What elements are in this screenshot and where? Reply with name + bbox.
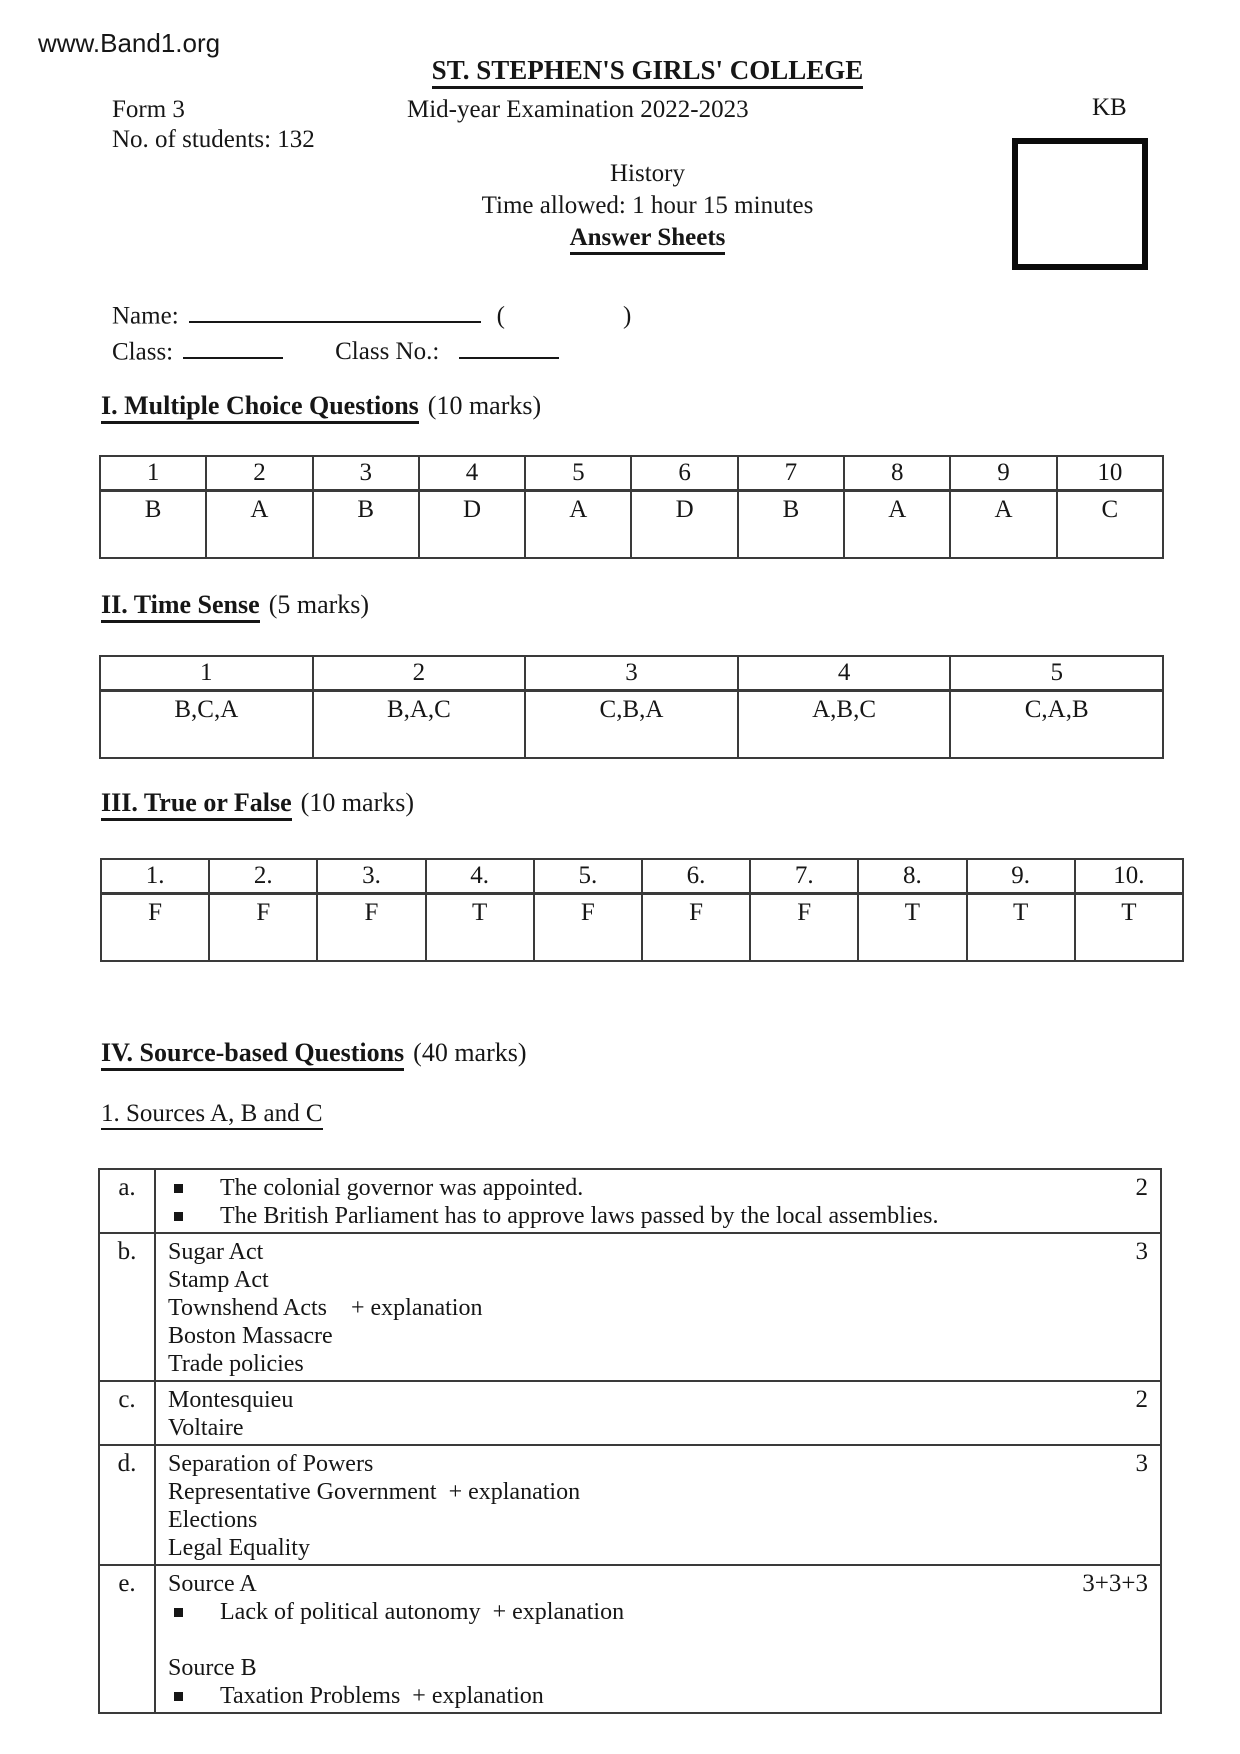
mc-answer-table xyxy=(99,455,1164,559)
true-false-header-cell: 3. xyxy=(317,859,425,894)
section-mc-heading xyxy=(101,391,541,421)
answer-line: Trade policies xyxy=(168,1351,304,1377)
exam-title: Mid-year Examination 2022-2023 xyxy=(407,96,749,123)
answer-line xyxy=(168,1682,1148,1710)
paper-code: KB xyxy=(1092,94,1127,121)
true-false-answer-cell: T xyxy=(426,894,534,962)
true-false-header-cell: 2. xyxy=(209,859,317,894)
true-false-header-cell: 6. xyxy=(642,859,750,894)
table-row xyxy=(99,1233,1161,1381)
row-label: d. xyxy=(99,1445,155,1565)
table-row xyxy=(99,1169,1161,1233)
time-sense-answer-cell: B,A,C xyxy=(313,691,526,759)
mc-answer-cell: C xyxy=(1057,491,1163,559)
time-sense-header-cell: 2 xyxy=(313,656,526,691)
answer-line: Stamp Act xyxy=(168,1267,269,1293)
mc-answer-cell: A xyxy=(950,491,1056,559)
mc-header-cell: 8 xyxy=(844,456,950,491)
mc-answer-cell: A xyxy=(844,491,950,559)
section-time-sense-title: II. Time Sense xyxy=(101,590,260,623)
mc-answer-cell: A xyxy=(525,491,631,559)
answer-text: The colonial governor was appointed. xyxy=(220,1175,584,1201)
answer-text: Lack of political autonomy + explanation xyxy=(220,1599,625,1625)
answer-line: Townshend Acts + explanation xyxy=(168,1295,483,1321)
student-count: No. of students: 132 xyxy=(112,126,315,153)
true-false-answer-cell: F xyxy=(317,894,425,962)
row-label: c. xyxy=(99,1381,155,1445)
mc-answer-cell: D xyxy=(419,491,525,559)
row-content xyxy=(155,1565,1161,1713)
true-false-answer-cell: F xyxy=(209,894,317,962)
class-no-label: Class No.: xyxy=(335,338,440,366)
section-true-false-heading xyxy=(101,788,414,818)
section-source-marks: (40 marks) xyxy=(413,1038,527,1067)
marks-value: 2 xyxy=(1135,1386,1148,1413)
table-row xyxy=(99,1565,1161,1713)
answer-text: The British Parliament has to approve laws passed by the local assemblies. xyxy=(220,1203,939,1229)
mc-header-cell: 4 xyxy=(419,456,525,491)
row-content xyxy=(155,1381,1161,1445)
mc-answer-cell: B xyxy=(100,491,206,559)
time-sense-answer-row xyxy=(100,691,1163,759)
class-field xyxy=(112,331,559,366)
paren-open: ( xyxy=(496,302,505,330)
true-false-header-cell: 10. xyxy=(1075,859,1183,894)
true-false-answer-cell: F xyxy=(101,894,209,962)
marks-value: 3+3+3 xyxy=(1082,1570,1148,1597)
answer-text: Taxation Problems + explanation xyxy=(220,1683,544,1709)
mc-answer-cell: A xyxy=(206,491,312,559)
answer-line: Elections xyxy=(168,1507,258,1533)
row-content xyxy=(155,1233,1161,1381)
bullet-square-icon xyxy=(174,1608,183,1617)
answer-line: Source A xyxy=(168,1571,257,1597)
true-false-answer-cell: F xyxy=(750,894,858,962)
answer-line: Source B xyxy=(168,1655,257,1681)
true-false-header-cell: 9. xyxy=(967,859,1075,894)
sheet-title: Answer Sheets xyxy=(570,224,726,255)
mc-header-cell: 9 xyxy=(950,456,1056,491)
class-no-blank-line xyxy=(459,331,559,359)
mc-header-cell: 1 xyxy=(100,456,206,491)
paren-close: ) xyxy=(622,302,632,330)
mc-header-cell: 2 xyxy=(206,456,312,491)
marks-value: 2 xyxy=(1135,1174,1148,1201)
bullet-square-icon xyxy=(174,1212,183,1221)
answer-line: Boston Massacre xyxy=(168,1323,333,1349)
row-content xyxy=(155,1445,1161,1565)
school-name: ST. STEPHEN'S GIRLS' COLLEGE xyxy=(432,55,864,89)
source-subtitle: 1. Sources A, B and C xyxy=(101,1100,323,1130)
time-sense-answer-table xyxy=(99,655,1164,759)
section-time-sense-heading xyxy=(101,590,369,620)
mc-header-cell: 7 xyxy=(738,456,844,491)
mc-answer-cell: D xyxy=(631,491,737,559)
answer-line xyxy=(168,1202,1148,1230)
name-field xyxy=(112,295,631,330)
section-source-title: IV. Source-based Questions xyxy=(101,1038,404,1071)
watermark-text: www.Band1.org xyxy=(38,28,221,58)
answer-line xyxy=(168,1174,1148,1202)
sheet-title-line xyxy=(55,224,1240,252)
true-false-header-cell: 5. xyxy=(534,859,642,894)
true-false-answer-cell: F xyxy=(642,894,750,962)
true-false-header-cell: 7. xyxy=(750,859,858,894)
true-false-answer-cell: F xyxy=(534,894,642,962)
time-sense-header-row xyxy=(100,656,1163,691)
subject: History xyxy=(610,160,685,187)
mc-answer-row xyxy=(100,491,1163,559)
class-label: Class: xyxy=(112,338,174,366)
section-source-heading xyxy=(101,1038,527,1068)
row-label: a. xyxy=(99,1169,155,1233)
answer-line: Sugar Act xyxy=(168,1239,264,1265)
row-label: e. xyxy=(99,1565,155,1713)
time-sense-answer-cell: B,C,A xyxy=(100,691,313,759)
bullet-square-icon xyxy=(174,1692,183,1701)
true-false-answer-cell: T xyxy=(967,894,1075,962)
row-content xyxy=(155,1169,1161,1233)
mc-answer-cell: B xyxy=(738,491,844,559)
true-false-answer-row xyxy=(101,894,1183,962)
school-name-line xyxy=(55,55,1240,86)
row-label: b. xyxy=(99,1233,155,1381)
answer-line: Montesquieu xyxy=(168,1387,294,1413)
time-sense-answer-cell: C,B,A xyxy=(525,691,738,759)
section-time-sense-marks: (5 marks) xyxy=(268,590,370,619)
name-label: Name: xyxy=(112,302,179,330)
marks-value: 3 xyxy=(1135,1450,1148,1477)
mc-header-cell: 10 xyxy=(1057,456,1163,491)
source-question-table xyxy=(98,1168,1162,1714)
true-false-header-cell: 4. xyxy=(426,859,534,894)
form-level: Form 3 xyxy=(112,96,185,123)
answer-line xyxy=(168,1598,1148,1626)
time-sense-answer-cell: A,B,C xyxy=(738,691,951,759)
section-true-false-title: III. True or False xyxy=(101,788,292,821)
time-sense-header-cell: 1 xyxy=(100,656,313,691)
true-false-header-row xyxy=(101,859,1183,894)
time-allowed: Time allowed: 1 hour 15 minutes xyxy=(481,192,814,219)
mc-answer-cell: B xyxy=(313,491,419,559)
bullet-square-icon xyxy=(174,1184,183,1193)
source-subtitle-line xyxy=(101,1100,323,1128)
true-false-answer-table xyxy=(100,858,1184,962)
section-true-false-marks: (10 marks) xyxy=(300,788,415,817)
time-sense-header-cell: 5 xyxy=(950,656,1163,691)
answer-line xyxy=(168,1626,1148,1654)
mc-header-cell: 3 xyxy=(313,456,419,491)
section-mc-marks: (10 marks) xyxy=(427,391,542,420)
answer-line: Voltaire xyxy=(168,1415,244,1441)
true-false-header-cell: 8. xyxy=(858,859,966,894)
answer-line: Representative Government + explanation xyxy=(168,1479,581,1505)
table-row xyxy=(99,1445,1161,1565)
time-sense-answer-cell: C,A,B xyxy=(950,691,1163,759)
table-row xyxy=(99,1381,1161,1445)
time-sense-header-cell: 3 xyxy=(525,656,738,691)
true-false-header-cell: 1. xyxy=(101,859,209,894)
time-sense-header-cell: 4 xyxy=(738,656,951,691)
marks-value: 3 xyxy=(1135,1238,1148,1265)
mc-header-cell: 5 xyxy=(525,456,631,491)
class-blank-line xyxy=(183,331,283,359)
true-false-answer-cell: T xyxy=(858,894,966,962)
true-false-answer-cell: T xyxy=(1075,894,1183,962)
mc-header-row xyxy=(100,456,1163,491)
mc-header-cell: 6 xyxy=(631,456,737,491)
answer-line: Separation of Powers xyxy=(168,1451,374,1477)
name-blank-line xyxy=(189,295,481,323)
answer-line: Legal Equality xyxy=(168,1535,310,1561)
section-mc-title: I. Multiple Choice Questions xyxy=(101,391,419,424)
